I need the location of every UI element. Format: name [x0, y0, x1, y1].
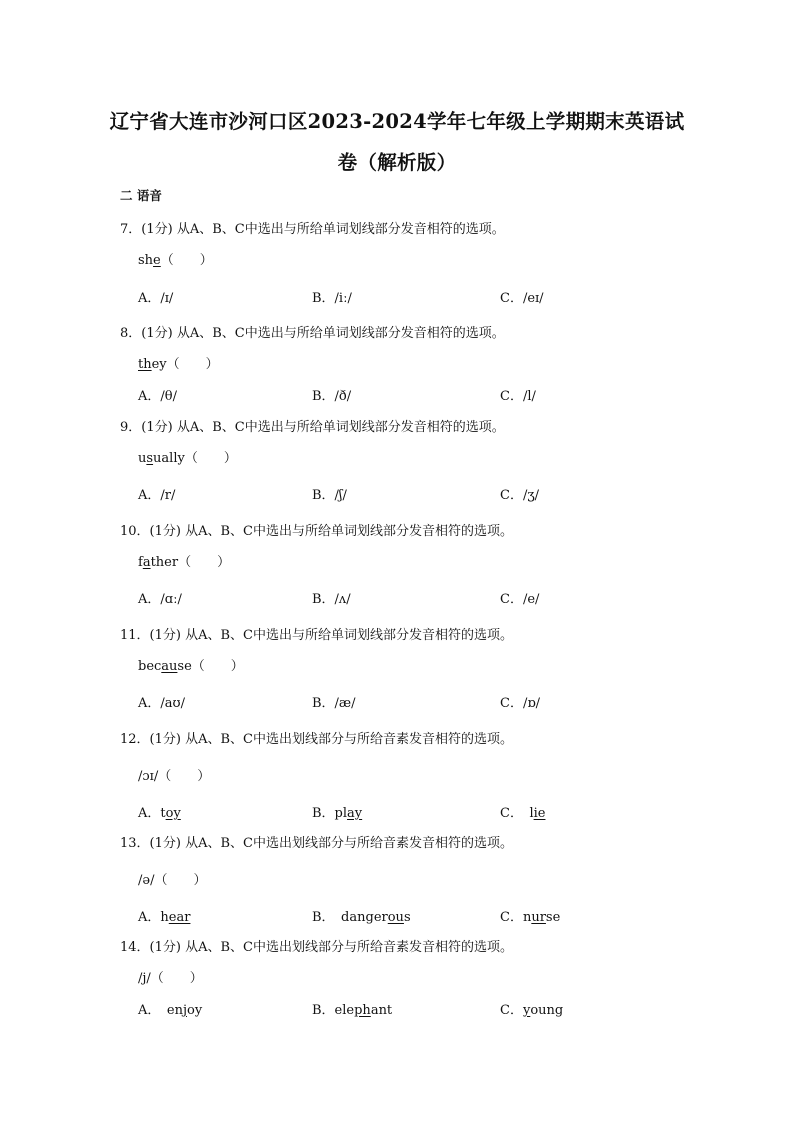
question-13-stem: /ə/（ ） — [138, 873, 207, 888]
question-12-option-c[interactable]: C． lie — [500, 806, 546, 821]
question-14-option-c[interactable]: C．young — [500, 1003, 564, 1018]
question-13-label: 13．(1分) 从A、B、C中选出划线部分与所给音素发音相符的选项。 — [120, 836, 513, 851]
question-8-option-c[interactable]: C．/l/ — [500, 389, 536, 404]
question-7-label: 7．(1分) 从A、B、C中选出与所给单词划线部分发音相符的选项。 — [120, 222, 505, 237]
question-11-option-c[interactable]: C．/ɒ/ — [500, 696, 541, 711]
question-9-option-b[interactable]: B．/ʃ/ — [312, 488, 347, 503]
question-12-option-a[interactable]: A．toy — [138, 806, 181, 821]
question-7-option-c[interactable]: C．/eɪ/ — [500, 291, 544, 306]
document-title-line-1: 辽宁省大连市沙河口区2023-2024学年七年级上学期期末英语试 — [109, 110, 685, 133]
document-title-line-2: 卷（解析版） — [337, 151, 457, 174]
question-8-option-b[interactable]: B．/ð/ — [312, 389, 352, 404]
question-10-option-b[interactable]: B．/ʌ/ — [312, 592, 351, 607]
question-9-label: 9．(1分) 从A、B、C中选出与所给单词划线部分发音相符的选项。 — [120, 420, 505, 435]
question-7-stem: she（ ） — [138, 253, 213, 268]
question-13-option-b[interactable]: B． dangerous — [312, 910, 411, 925]
question-11-option-a[interactable]: A．/aʊ/ — [138, 696, 185, 711]
question-14-label: 14．(1分) 从A、B、C中选出划线部分与所给音素发音相符的选项。 — [120, 940, 513, 955]
question-8-option-a[interactable]: A．/θ/ — [138, 389, 177, 404]
question-11-option-b[interactable]: B．/æ/ — [312, 696, 356, 711]
question-9-option-c[interactable]: C．/ʒ/ — [500, 488, 540, 503]
question-14-stem: /j/（ ） — [138, 971, 203, 986]
question-12-label: 12．(1分) 从A、B、C中选出划线部分与所给音素发音相符的选项。 — [120, 732, 513, 747]
question-7-option-a[interactable]: A．/ɪ/ — [138, 291, 174, 306]
question-11-label: 11．(1分) 从A、B、C中选出与所给单词划线部分发音相符的选项。 — [120, 628, 513, 643]
question-10-option-c[interactable]: C．/e/ — [500, 592, 540, 607]
question-12-option-b[interactable]: B．play — [312, 806, 363, 821]
question-8-label: 8．(1分) 从A、B、C中选出与所给单词划线部分发音相符的选项。 — [120, 326, 505, 341]
question-10-label: 10．(1分) 从A、B、C中选出与所给单词划线部分发音相符的选项。 — [120, 524, 513, 539]
question-13-option-a[interactable]: A．hear — [138, 910, 191, 925]
question-9-stem: usually（ ） — [138, 451, 237, 466]
question-10-option-a[interactable]: A．/ɑː/ — [138, 592, 182, 607]
question-10-stem: father（ ） — [138, 555, 231, 570]
question-14-option-a[interactable]: A． enjoy — [138, 1003, 203, 1018]
question-12-stem: /ɔɪ/（ ） — [138, 769, 211, 784]
question-13-option-c[interactable]: C．nurse — [500, 910, 561, 925]
question-8-stem: they（ ） — [138, 357, 219, 372]
question-9-option-a[interactable]: A．/r/ — [138, 488, 176, 503]
question-11-stem: because（ ） — [138, 659, 244, 674]
question-14-option-b[interactable]: B．elephant — [312, 1003, 393, 1018]
section-heading: 二 语音 — [120, 188, 162, 203]
question-7-option-b[interactable]: B．/iː/ — [312, 291, 352, 306]
